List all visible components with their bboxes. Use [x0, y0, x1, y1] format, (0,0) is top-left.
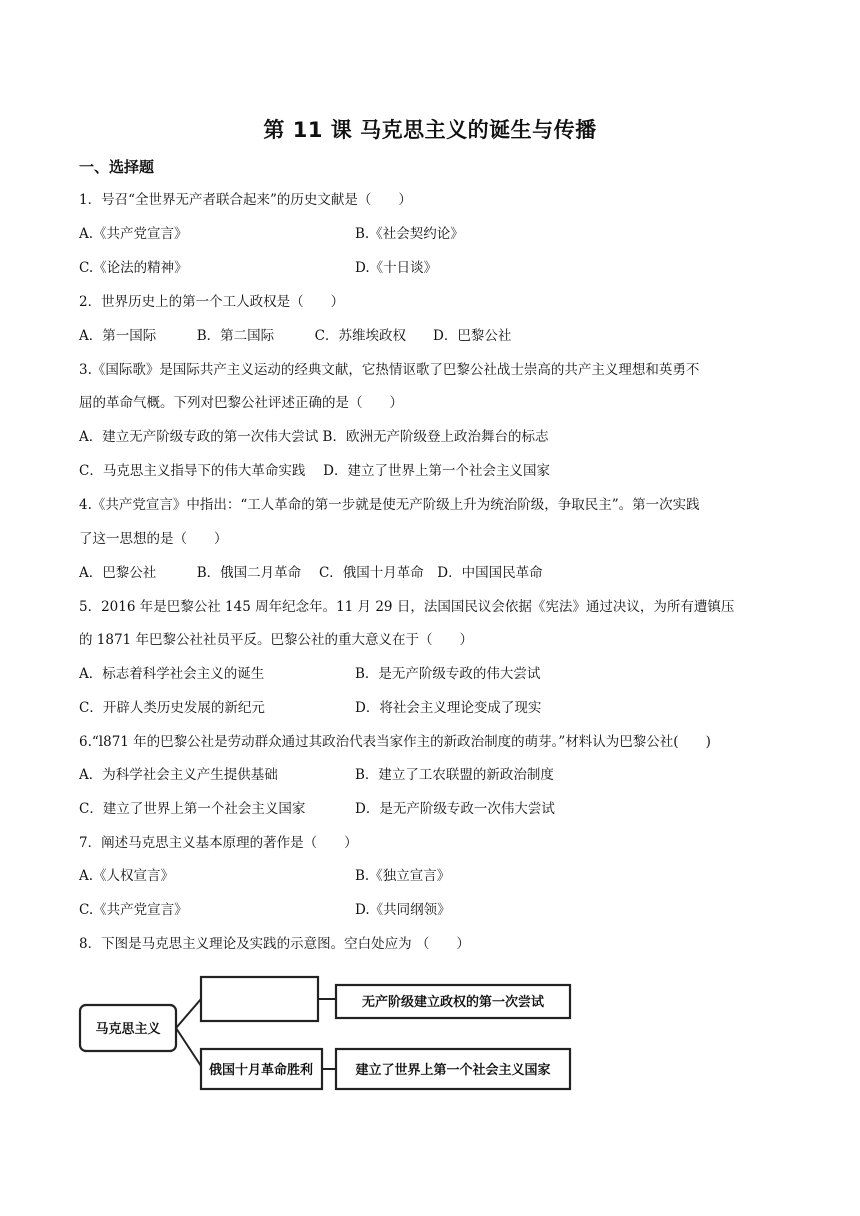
question-1-option-d: D.《十日谈》: [355, 260, 438, 276]
diagram-connector-top: [176, 999, 201, 1028]
question-1-stem: 1．号召“全世界无产者联合起来”的历史文献是（ ）: [79, 192, 412, 208]
question-5-option-b: B．是无产阶级专政的伟大尝试: [355, 666, 541, 682]
diagram-root-label: 马克思主义: [95, 1022, 161, 1037]
question-5-option-d: D．将社会主义理论变成了现实: [355, 700, 542, 716]
question-7-option-d: D.《共同纲领》: [355, 902, 451, 918]
question-4-options: A．巴黎公社 B．俄国二月革命 C．俄国十月革命 D．中国国民革命: [79, 565, 543, 581]
question-6-option-a: A．为科学社会主义产生提供基础: [79, 767, 278, 783]
diagram-top-result-label: 无产阶级建立政权的第一次尝试: [361, 995, 545, 1010]
question-3-stem-line-2: 屈的革命气概。下列对巴黎公社评述正确的是（ ）: [79, 395, 403, 411]
diagram-connector-bottom: [176, 1028, 201, 1066]
diagram-bottom-result-label: 建立了世界上第一个社会主义国家: [355, 1063, 551, 1078]
question-1-option-c: C.《论法的精神》: [79, 260, 188, 276]
question-7-option-a: A.《人权宣言》: [79, 868, 175, 884]
question-4-stem-line-2: 了这一思想的是（ ）: [79, 531, 228, 547]
question-3-options-ab: A．建立无产阶级专政的第一次伟大尝试 B．欧洲无产阶级登上政治舞台的标志: [79, 429, 549, 445]
diagram-blank-box: [201, 977, 318, 1021]
question-5-stem-line-2: 的 1871 年巴黎公社社员平反。巴黎公社的重大意义在于（ ）: [79, 632, 473, 648]
question-4-stem-line-1: 4.《共产党宣言》中指出：“工人革命的第一步就是使无产阶级上升为统治阶级，争取民主”。第一次实践: [79, 497, 700, 513]
question-5-option-c: C．开辟人类历史发展的新纪元: [79, 700, 265, 716]
question-6-option-c: C．建立了世界上第一个社会主义国家: [79, 801, 306, 817]
question-2-options: A．第一国际 B．第二国际 C．苏维埃政权 D．巴黎公社: [79, 328, 512, 344]
question-1-option-b: B.《社会契约论》: [355, 226, 464, 242]
question-7-option-c: C.《共产党宣言》: [79, 902, 188, 918]
question-6-stem: 6.“l871 年的巴黎公社是劳动群众通过其政治代表当家作主的新政治制度的萌芽。”材料认为巴黎公社( ): [79, 734, 711, 750]
question-8-stem: 8．下图是马克思主义理论及实践的示意图。空白处应为 （ ）: [79, 936, 470, 952]
diagram-bottom-event-label: 俄国十月革命胜利: [208, 1063, 314, 1078]
question-6-option-d: D．是无产阶级专政一次伟大尝试: [355, 801, 555, 817]
question-6-option-b: B．建立了工农联盟的新政治制度: [355, 767, 554, 783]
question-7-stem: 7．阐述马克思主义基本原理的著作是（ ）: [79, 835, 358, 851]
question-5-option-a: A．标志着科学社会主义的诞生: [79, 666, 265, 682]
question-2-stem: 2．世界历史上的第一个工人政权是（ ）: [79, 294, 345, 310]
page-title: 第 11 课 马克思主义的诞生与传播: [263, 118, 597, 142]
question-7-option-b: B.《独立宣言》: [355, 868, 451, 884]
section-heading: 一、选择题: [79, 158, 155, 176]
question-3-options-cd: C．马克思主义指导下的伟大革命实践 D．建立了世界上第一个社会主义国家: [79, 463, 550, 479]
question-3-stem-line-1: 3.《国际歌》是国际共产主义运动的经典文献，它热情讴歌了巴黎公社战士崇高的共产主义理想和英勇不: [79, 362, 700, 378]
question-5-stem-line-1: 5．2016 年是巴黎公社 145 周年纪念年。11 月 29 日，法国国民议会依据《宪法》通过决议，为所有遭镇压: [79, 599, 735, 615]
question-1-option-a: A.《共产党宣言》: [79, 226, 188, 242]
